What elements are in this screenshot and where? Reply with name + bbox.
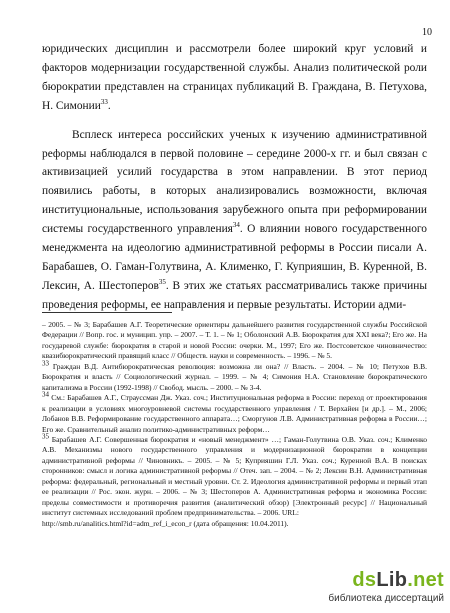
body-text <box>42 40 427 315</box>
paragraph-2 <box>42 126 427 315</box>
footnote-ref-33: 33 <box>100 97 108 106</box>
footnote-33-marker: 33 <box>42 359 49 368</box>
paragraph-2-middle: . О влиянии нового государственного менеджмента на идеологию административной реформы в России писали А. Барабашев, О. Гаман-Голутвина, А. Клименко, Г. Куприяшин, В. Куренной, В. Лексин, А. Шестоперов <box>42 223 427 292</box>
footnote-34-marker: 34 <box>42 390 49 399</box>
footnote-34-text: См.: Барабашев А.Г., Страуссман Дж. Указ. соч.; Институциональная реформа в России: переход от проектирования к реализации в условиях многоуровневой системы государственного управления / Т. Верхайен [и др.]. – М., 2006; Лобанов В.В. Реформирование государственного аппарата…; Сморгунов Л.В. Административная реформа в России…; Его же. Сравнительный анализ политико-административных реформ… <box>42 393 427 434</box>
paragraph-1 <box>42 40 427 116</box>
footnote-34 <box>42 390 427 435</box>
footnote-url: http://smb.ru/analitics.html?id=adm_ref_i_econ_r (дата обращения: 10.04.2011). <box>42 518 289 528</box>
footnote-35-text: Барабашев А.Г. Совершенная бюрократия и «новый менеджмент» …; Гаман-Голутвина О.В. Указ. соч.; Клименко А.В. Механизмы нового государственного управления и модернизационной бюрократии в концепции административной реформы // Чиновникъ. – 2005. – № 5; Куприяшин Г.Л. Указ. соч.; Куренной В.А. В поисках сторонников: смысл и логика административной реформы // Отеч. зап. – 2004. – № 2; Лексин В.Н. Административная реформа: федеральный, региональный и местный уровни. Ст. 2. Идеология административной реформы и первый этап ее реализации // Рос. экон. журн. – 2006. – № 3; Шестоперов А. Административная реформа и экономика России: пределы совместимости и противоречия развития (аналитический обзор) [Электронный ресурс] // Национальный институт системных исследований проблем предпринимательства. – 2006. URL: <box>42 434 427 518</box>
footnote-separator <box>42 312 172 313</box>
footnote-33-text: Граждан В.Д. Антибюрократическая революция: возможна ли она? // Власть. – 2004. – № 10; Петухов В.В. Бюрократия и власть // Социологический журнал. – 1999. – № 4; Симония Н.А. Становление бюрократического капитализма в России (1992-1998) // Свобод. мысль. – 2000. – № 3-4. <box>42 361 427 392</box>
footnote-35 <box>42 432 427 519</box>
footnotes <box>42 320 427 529</box>
dslib-logo: dsLib.net <box>352 569 444 591</box>
dslib-watermark[interactable] <box>326 569 444 609</box>
paragraph-1-text: юридических дисциплин и рассмотрели более широкий круг условий и факторов модернизации государственной службы. Анализ политической роли бюрократии представлен на страницах публикаций В. Граждана, В. Петухова, Н. Симонии <box>42 43 427 112</box>
footnote-continuation: – 2005. – № 3; Барабашев А.Г. Теоретические ориентиры дальнейшего развития государственной службы Российской Федерации // Вопр. гос. и муницип. упр. – 2007. – Т. 1. – № 1; Оболонский А.В. Бюрократия для XXI века?; Его же. На государевой службе: бюрократия в старой и новой России: очерки. М., 1997; Его же. Постсоветское чиновничество: квазибюрократический правящий класс // Обществ. науки и современность. – 1996. – № 5. <box>42 320 427 361</box>
paragraph-1-end: . <box>107 99 111 112</box>
footnote-35-marker: 35 <box>42 432 49 441</box>
footnote-33 <box>42 359 427 393</box>
footnote-ref-34: 34 <box>232 221 240 230</box>
page-number: 10 <box>422 27 432 38</box>
dslib-tagline: библиотека диссертаций <box>328 593 444 604</box>
paragraph-2-end: . В этих же статьях рассматривались также причины проведения реформы, ее направления и первые результаты. Истории адми- <box>42 279 427 311</box>
paragraph-2-text: Всплеск интереса российских ученых к изучению административной реформы наблюдался в первой половине – середине 2000-х гг. и был связан с активизацией усилий государства в этом направлении. В этот период появились работы, в которых анализировались возможности, включая институциональные, использования зарубежного опыта при реформировании системы государственного управления <box>42 128 427 236</box>
footnote-ref-35: 35 <box>158 278 166 287</box>
